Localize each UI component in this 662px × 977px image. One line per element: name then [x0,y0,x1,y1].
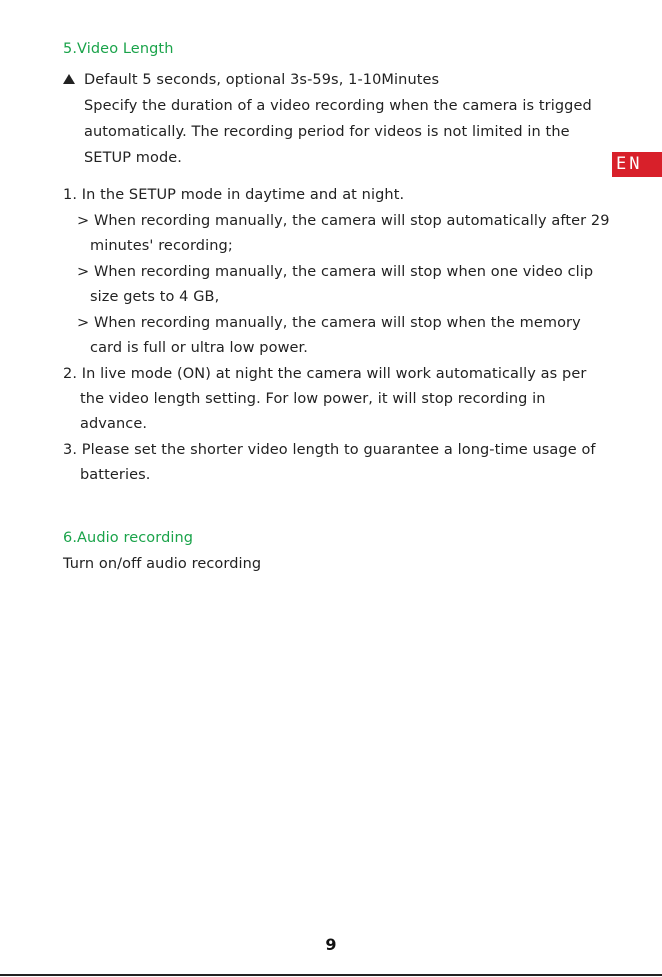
description-line: Specify the duration of a video recording when the camera is trigged [84,98,592,114]
list-item: 1. In the SETUP mode in daytime and at night. [63,187,405,203]
list-item: batteries. [80,467,151,483]
list-item: the video length setting. For low power, it will stop recording in [80,391,546,407]
triangle-bullet-icon [63,74,75,84]
list-item: card is full or ultra low power. [90,340,308,356]
list-item: advance. [80,416,148,432]
description-line: SETUP mode. [84,150,183,166]
audio-recording-description: Turn on/off audio recording [63,556,262,572]
list-item: > When recording manually, the camera will stop automatically after 29 [77,213,610,229]
section-heading-audio-recording: 6.Audio recording [63,530,194,546]
page-number: 9 [325,935,337,954]
list-item: minutes' recording; [90,238,233,254]
default-setting-line: Default 5 seconds, optional 3s-59s, 1-10Minutes [84,72,440,88]
description-line: automatically. The recording period for videos is not limited in the [84,124,570,140]
list-item: > When recording manually, the camera will stop when the memory [77,315,581,331]
section-heading-video-length: 5.Video Length [63,41,174,57]
list-item: 3. Please set the shorter video length to guarantee a long-time usage of [63,442,596,458]
list-item: 2. In live mode (ON) at night the camera will work automatically as per [63,366,587,382]
bottom-divider [0,974,662,976]
list-item: > When recording manually, the camera will stop when one video clip [77,264,594,280]
list-item: size gets to 4 GB, [90,289,220,305]
language-badge: EN [612,152,662,177]
